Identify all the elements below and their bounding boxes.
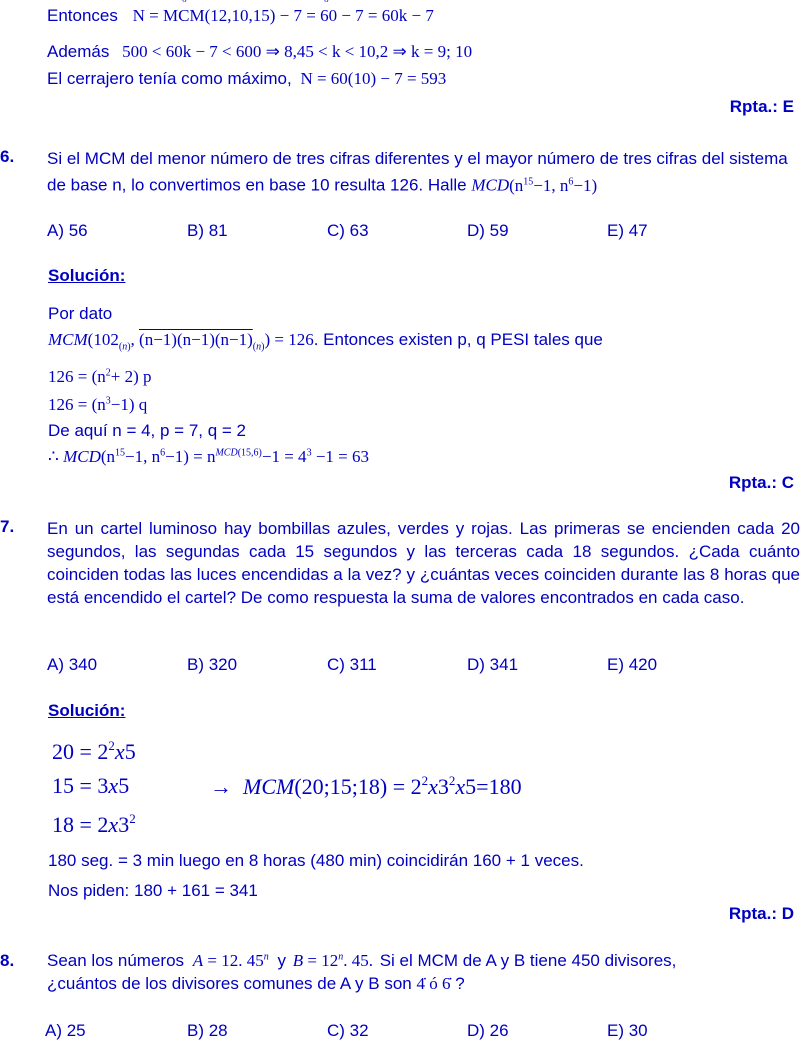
q7-rpta: Rpta.: D xyxy=(728,904,794,923)
q7-eq20: $20 = 2^2x5$ xyxy=(52,738,136,764)
q7-eq15: 15 = 3x5 xyxy=(52,773,130,798)
q7-option-b[interactable]: B) 320 xyxy=(187,655,238,674)
ademas-math: 500 < 60k − 7 < 600 ⇒ 8,45 < k < 10,2 ⇒ k = 9; 10 xyxy=(122,42,473,61)
q7-line2: Nos piden: 180 + 161 = 341 xyxy=(48,881,258,900)
top-rpta: Rpta.: E xyxy=(729,97,794,116)
q7-solucion-heading: Solución: xyxy=(48,701,126,720)
q8-number: 8. xyxy=(0,951,15,970)
q8-y: y xyxy=(277,951,286,970)
q6-rpta: Rpta.: C xyxy=(728,473,794,492)
q6-eq1: $126 = (n^2+ 2)$ p xyxy=(48,367,152,386)
q6-text-math: MCD xyxy=(471,175,510,195)
q6-number: 6. xyxy=(0,147,15,166)
q8-option-b[interactable]: B) 28 xyxy=(187,1021,228,1040)
entonces-math: N = Mo CM(12,10,15) − 7 = o 60 − 7 = 60k − 7 xyxy=(133,6,434,25)
q6-mcm-tail: . Entonces existen p, q PESI tales que xyxy=(313,330,603,349)
q8-a-def: A = 12. 45$^n$ xyxy=(192,951,269,970)
ademas-label: Además xyxy=(47,42,110,61)
q7-eq18: $18 = 2x3^2$ xyxy=(52,811,136,837)
q6-option-d[interactable]: D) 59 xyxy=(467,221,509,240)
q6-mcm-line: $MCM(102_{(n)}$, $(n-1)(n-1)(n-1)_{(n)}) = 126$. Entonces existen p, q PESI tales que xyxy=(48,330,603,353)
q8-b-def: $B = 12^n$. 45. xyxy=(292,951,373,970)
q6-eq2: $126 = (n^3-1)$ q xyxy=(48,395,148,414)
q8-text-c-end: ? xyxy=(455,974,465,993)
q6-option-c[interactable]: C) 63 xyxy=(327,221,369,240)
q6-option-e[interactable]: E) 47 xyxy=(607,221,648,240)
q8-option-e[interactable]: E) 30 xyxy=(607,1021,648,1040)
q7-number: 7. xyxy=(0,517,15,536)
q8-text-b: Si el MCM de A y B tiene 450 divisores, xyxy=(379,951,677,970)
q6-text-body: Si el MCM del menor número de tres cifras diferentes y el mayor número de tres cifras del sistema de base n, lo convertimos en base 10 resulta 126. Halle xyxy=(47,149,788,195)
cerrajero-line xyxy=(47,69,446,89)
q7-option-c[interactable]: C) 311 xyxy=(327,655,377,674)
cerrajero-math: N = 60(10) − 7 = 593 xyxy=(300,69,447,88)
q6-solucion-heading: Solución: xyxy=(48,266,126,285)
q8-text-c: ¿cuántos de los divisores comunes de A y B son xyxy=(47,974,412,993)
entonces-label: Entonces xyxy=(47,6,118,25)
q8-line2 xyxy=(47,974,465,994)
q8-text-a: Sean los números xyxy=(47,951,185,970)
q6-final: ∴ $MCD(n^{15}-1$, $n^6-1) = n^{MCD(15,6)}-1 = 4^3 -1 = 63$ xyxy=(48,447,369,466)
q7-option-d[interactable]: D) 341 xyxy=(467,655,519,674)
q7-option-a[interactable]: A) 340 xyxy=(47,655,98,674)
cerrajero-label: El cerrajero tenía como máximo, xyxy=(47,69,292,88)
q6-option-a[interactable]: A) 56 xyxy=(47,221,88,240)
q7-mcm: → MCM(20;15;18) = $2^2x3^2x5=180$ xyxy=(210,773,522,799)
q7-option-e[interactable]: E) 420 xyxy=(607,655,658,674)
q8-option-a[interactable]: A) 25 xyxy=(45,1021,86,1040)
q8-option-c[interactable]: C) 32 xyxy=(327,1021,369,1040)
ademas-line xyxy=(47,42,472,62)
q6-por-dato: Por dato xyxy=(48,304,113,323)
q8-text-c-math: 4̇ ó 6̇ xyxy=(416,974,451,993)
q8-option-d[interactable]: D) 26 xyxy=(467,1021,509,1040)
entonces-line xyxy=(47,6,434,26)
q6-text: Si el MCM del menor número de tres cifras diferentes y el mayor número de tres cifras del sistema de base n, lo convertimos en base 10 resulta 126. Halle $MCD(n^{15}-1$, $n^6-1$) xyxy=(47,149,788,195)
q6-option-b[interactable]: B) 81 xyxy=(187,221,228,240)
q7-line1: 180 seg. = 3 min luego en 8 horas (480 min) coincidirán 160 + 1 veces. xyxy=(48,851,584,870)
q6-de-aqui: De aquí n = 4, p = 7, q = 2 xyxy=(48,421,247,440)
q8-line1 xyxy=(47,951,676,971)
q7-text: En un cartel luminoso hay bombillas azules, verdes y rojas. Las primeras se encienden cada 20 segundos, las segundas cada 15 segundos y las terceras cada 18 segundos. ¿Cada cuánto coinciden todas las luces encendidas a la vez? y ¿cuántas veces coinciden durante las 8 horas que está encendido el cartel? De como respuesta la suma de valores encontrados en cada caso. xyxy=(47,519,800,607)
